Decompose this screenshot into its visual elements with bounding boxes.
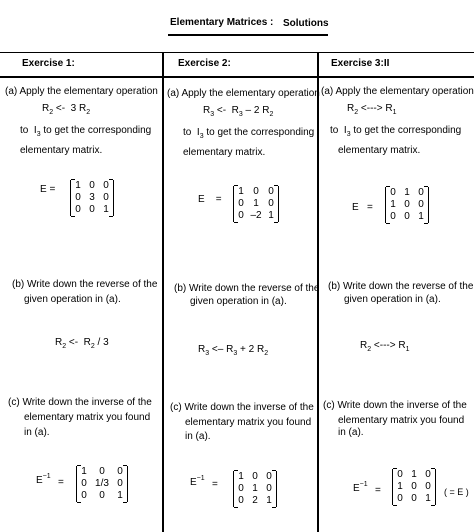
ex3-matrix-inverse (392, 469, 436, 505)
ex2-matrix-e (233, 186, 279, 222)
ex1-inverse-label: $E^{-1}$ (36, 473, 51, 486)
ex3-equals-e-note: ( = E ) (444, 487, 469, 497)
ex3-to-identity: to $I_3$ to get the corresponding (330, 125, 462, 138)
matrix-cell: 1 (411, 469, 417, 480)
header-bottom-rule (0, 76, 474, 78)
matrix-cell: 1 (75, 180, 81, 191)
ex3-part-c-line2: elementary matrix you found (338, 415, 465, 426)
matrix-cell: 0 (404, 199, 410, 210)
matrix-cell: 0 (397, 493, 403, 504)
ex2-inverse-equals: = (212, 479, 218, 490)
matrix-cell: 0 (89, 180, 95, 191)
ex1-inverse-equals: = (58, 477, 64, 488)
matrix-cell: 0 (390, 187, 396, 198)
ex1-matrix-inverse (76, 466, 128, 502)
ex2-part-b-line1: (b) Write down the reverse of the (174, 283, 320, 294)
column-divider-1 (162, 52, 164, 532)
page-subtitle: Solutions (283, 18, 329, 29)
title-underline (168, 34, 328, 36)
matrix-cell: 0 (418, 187, 424, 198)
ex2-part-c-line2: elementary matrix you found (185, 417, 312, 428)
matrix-cell: 0 (425, 469, 431, 480)
matrix-cell: 0 (404, 211, 410, 222)
ex2-operation: $R_3 <- R_3 - 2$ $R_2$ (203, 105, 274, 118)
ex1-operation: $R_2 <- 3$ $R_2$ (42, 103, 91, 116)
matrix-cell: 0 (238, 198, 244, 209)
ex2-reverse-operation: $R_3 <- R_3 + 2$ $R_2$ (198, 344, 269, 357)
matrix-cell: 0 (81, 490, 87, 501)
ex3-e-label: E = (352, 202, 373, 213)
matrix-cell: 0 (268, 186, 274, 197)
matrix-cell: 0 (238, 495, 244, 506)
ex2-part-c-line1: (c) Write down the inverse of the (170, 402, 314, 413)
ex2-inverse-label: $E^{-1}$ (190, 475, 205, 488)
matrix-cell: 0 (117, 466, 123, 477)
matrix-cell: 0 (89, 204, 95, 215)
matrix-cell: 0 (103, 192, 109, 203)
ex1-reverse-operation: $R_2 <- R_2 / 3$ (55, 337, 109, 350)
ex3-part-c-line3: in (a). (338, 427, 364, 438)
matrix-cell: 0 (238, 483, 244, 494)
ex3-elementary-matrix-text: elementary matrix. (338, 145, 421, 156)
matrix-cell: 2 (252, 495, 258, 506)
matrix-cell: 0 (253, 186, 259, 197)
matrix-cell: 1 (418, 211, 424, 222)
ex2-elementary-matrix-text: elementary matrix. (183, 147, 266, 158)
matrix-cell: 1 (425, 493, 431, 504)
matrix-cell: 0 (411, 481, 417, 492)
ex1-part-b-line1: (b) Write down the reverse of the (12, 279, 158, 290)
matrix-cell: –2 (250, 210, 262, 221)
ex1-part-b-line2: given operation in (a). (24, 294, 121, 305)
matrix-cell: 1 (397, 481, 403, 492)
matrix-cell: 0 (425, 481, 431, 492)
ex1-part-c-line3: in (a). (24, 427, 50, 438)
ex1-elementary-matrix-text: elementary matrix. (20, 145, 103, 156)
matrix-cell: 1 (103, 204, 109, 215)
ex3-inverse-equals: = (375, 485, 381, 496)
ex2-to-identity: to $I_3$ to get the corresponding (183, 127, 315, 140)
matrix-cell: 0 (252, 471, 258, 482)
matrix-cell: 0 (268, 198, 274, 209)
matrix-cell: 1 (238, 186, 244, 197)
matrix-cell: 0 (397, 469, 403, 480)
matrix-cell: 1/3 (95, 478, 109, 489)
matrix-cell: 1 (390, 199, 396, 210)
matrix-cell: 0 (81, 478, 87, 489)
ex3-part-b-line2: given operation in (a). (344, 294, 441, 305)
matrix-cell: 1 (404, 187, 410, 198)
ex1-to-identity: to $I_3$ to get the corresponding (20, 125, 152, 138)
matrix-cell: 0 (411, 493, 417, 504)
matrix-cell: 1 (266, 495, 272, 506)
matrix-cell: 0 (75, 192, 81, 203)
page-title: Elementary Matrices : (170, 17, 274, 28)
matrix-cell: 0 (117, 478, 123, 489)
matrix-cell: 0 (103, 180, 109, 191)
header-top-rule (0, 52, 474, 53)
matrix-cell: 1 (268, 210, 274, 221)
matrix-cell: 0 (418, 199, 424, 210)
exercise-1-heading: Exercise 1: (22, 58, 75, 69)
ex1-part-a-prompt: (a) Apply the elementary operation (5, 86, 158, 97)
matrix-cell: 0 (99, 466, 105, 477)
exercise-2-heading: Exercise 2: (178, 58, 231, 69)
matrix-cell: 1 (253, 198, 259, 209)
ex2-e-label: E = (198, 194, 222, 205)
ex1-matrix-e (70, 180, 114, 216)
ex1-part-c-line1: (c) Write down the inverse of the (8, 397, 152, 408)
ex2-part-c-line3: in (a). (185, 431, 211, 442)
ex2-part-b-line2: given operation in (a). (190, 296, 287, 307)
exercise-3-heading: Exercise 3:II (331, 58, 390, 69)
matrix-cell: 0 (266, 483, 272, 494)
ex3-part-a-prompt: (a) Apply the elementary operation (321, 86, 474, 97)
ex2-part-a-prompt: (a) Apply the elementary operation (167, 88, 320, 99)
ex2-matrix-inverse (233, 471, 277, 507)
ex1-part-c-line2: elementary matrix you found (24, 412, 151, 423)
matrix-cell: 0 (238, 210, 244, 221)
ex3-reverse-operation: $R_2$ <---> $R_1$ (360, 340, 410, 353)
matrix-cell: 1 (117, 490, 123, 501)
matrix-cell: 1 (238, 471, 244, 482)
ex3-part-b-line1: (b) Write down the reverse of the (328, 281, 474, 292)
matrix-cell: 0 (390, 211, 396, 222)
ex3-operation: $R_2$ <---> $R_1$ (347, 103, 397, 116)
ex3-part-c-line1: (c) Write down the inverse of the (323, 400, 467, 411)
matrix-cell: 1 (81, 466, 87, 477)
matrix-cell: 0 (99, 490, 105, 501)
ex3-inverse-label: $E^{-1}$ (353, 481, 368, 494)
matrix-cell: 0 (266, 471, 272, 482)
matrix-cell: 1 (252, 483, 258, 494)
matrix-cell: 0 (75, 204, 81, 215)
matrix-cell: 3 (89, 192, 95, 203)
ex1-e-label: E = (40, 184, 56, 195)
ex3-matrix-e (385, 187, 429, 223)
